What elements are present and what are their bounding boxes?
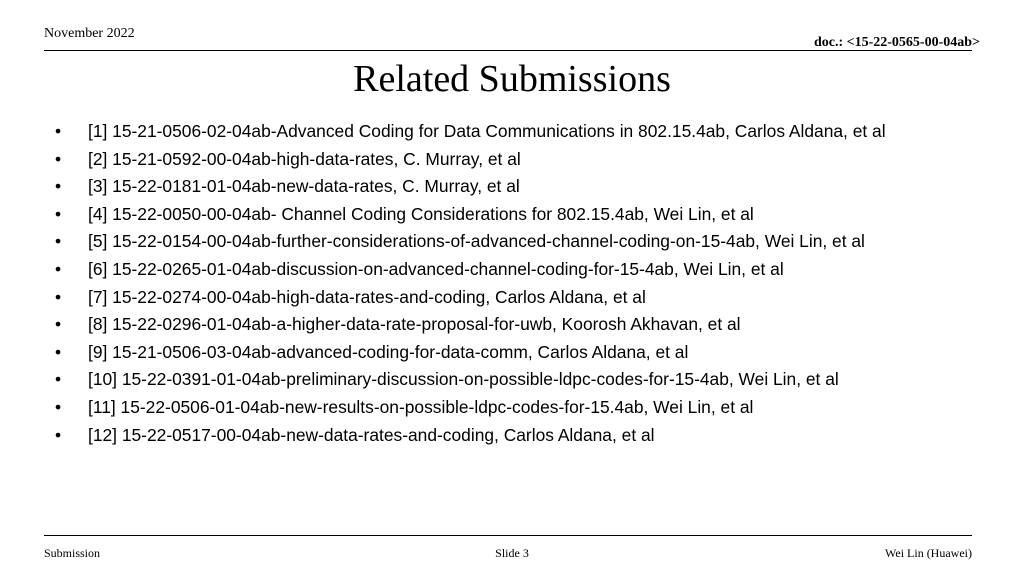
reference-item	[52, 311, 886, 339]
footer-left-label: Submission	[44, 546, 101, 560]
reference-item	[52, 228, 886, 256]
slide-number: Slide 3	[495, 546, 529, 560]
footer-divider	[44, 535, 972, 536]
header-date: November 2022	[44, 26, 135, 41]
bullet-icon: •	[55, 396, 62, 417]
reference-item	[52, 284, 886, 312]
footer-author: Wei Lin (Huawei)	[885, 546, 972, 560]
reference-text: [1] 15-21-0506-02-04ab-Advanced Coding for Data Communications in 802.15.4ab, Carlos Aldana, et al	[88, 121, 886, 141]
reference-item	[52, 366, 886, 394]
reference-text: [3] 15-22-0181-01-04ab-new-data-rates, C. Murray, et al	[88, 176, 520, 197]
bullet-icon: •	[55, 203, 62, 224]
reference-text: [7] 15-22-0274-00-04ab-high-data-rates-and-coding, Carlos Aldana, et al	[88, 286, 646, 307]
reference-text: [11] 15-22-0506-01-04ab-new-results-on-possible-ldpc-codes-for-15.4ab, Wei Lin, et al	[88, 396, 754, 417]
reference-item	[52, 146, 886, 174]
header-divider	[44, 50, 972, 51]
bullet-icon: •	[55, 314, 62, 335]
bullet-icon: •	[55, 258, 62, 279]
bullet-icon: •	[55, 369, 62, 390]
bullet-icon: •	[55, 286, 62, 307]
reference-item	[52, 256, 886, 284]
reference-list	[52, 118, 886, 449]
reference-text: [12] 15-22-0517-00-04ab-new-data-rates-and-coding, Carlos Aldana, et al	[88, 424, 655, 445]
bullet-icon: •	[55, 424, 62, 445]
reference-text: [2] 15-21-0592-00-04ab-high-data-rates, C. Murray, et al	[88, 148, 521, 169]
reference-text: [6] 15-22-0265-01-04ab-discussion-on-advanced-channel-coding-for-15-4ab, Wei Lin, et al	[88, 258, 784, 279]
bullet-icon: •	[55, 176, 62, 197]
reference-text: [8] 15-22-0296-01-04ab-a-higher-data-rate-proposal-for-uwb, Koorosh Akhavan, et al	[88, 314, 741, 335]
reference-item	[52, 394, 886, 422]
reference-item	[52, 422, 886, 450]
bullet-icon: •	[55, 341, 62, 362]
reference-text: [4] 15-22-0050-00-04ab- Channel Coding Considerations for 802.15.4ab, Wei Lin, et al	[88, 203, 754, 224]
slide-title: Related Submissions	[353, 58, 671, 100]
reference-item	[52, 339, 886, 367]
reference-text: [5] 15-22-0154-00-04ab-further-considerations-of-advanced-channel-coding-on-15-4ab, Wei Lin, et al	[88, 231, 865, 252]
reference-text: [10] 15-22-0391-01-04ab-preliminary-discussion-on-possible-ldpc-codes-for-15-4ab, Wei Lin, et al	[88, 369, 839, 390]
reference-item	[52, 118, 886, 146]
reference-text: [9] 15-21-0506-03-04ab-advanced-coding-for-data-comm, Carlos Aldana, et al	[88, 341, 689, 362]
reference-item	[52, 201, 886, 229]
reference-item	[52, 173, 886, 201]
bullet-icon: •	[55, 148, 62, 169]
bullet-icon: •	[55, 231, 62, 252]
header-doc-id: doc.: <15-22-0565-00-04ab>	[813, 35, 980, 50]
bullet-icon: •	[55, 121, 62, 141]
